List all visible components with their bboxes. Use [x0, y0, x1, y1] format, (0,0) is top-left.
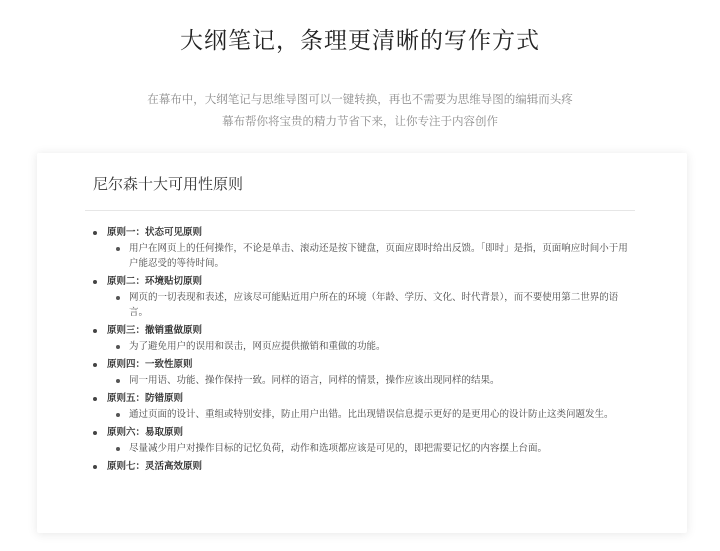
outline-node-principle-1[interactable]	[91, 225, 636, 271]
principle-detail[interactable]: 为了避免用户的误用和误击，网页应提供撤销和重做的功能。	[107, 339, 636, 354]
outline-node-principle-4[interactable]	[91, 357, 636, 388]
principle-title[interactable]: 原则六：易取原则	[107, 427, 184, 438]
outline-list	[91, 225, 636, 478]
outline-node-principle-5[interactable]	[91, 391, 636, 422]
principle-detail[interactable]: 通过页面的设计、重组或特别安排，防止用户出错。比出现错误信息提示更好的是更用心的设计防止这类问题发生。	[107, 407, 636, 422]
outline-node-principle-2[interactable]	[91, 274, 636, 320]
principle-detail-list	[107, 339, 636, 354]
principle-title[interactable]: 原则七：灵活高效原则	[107, 461, 203, 472]
principle-detail-list	[107, 290, 636, 320]
principle-detail-list	[107, 407, 636, 422]
principle-title[interactable]: 原则四：一致性原则	[107, 359, 193, 370]
hero-title: 大纲笔记，条理更清晰的写作方式	[180, 28, 540, 54]
principle-title[interactable]: 原则一：状态可见原则	[107, 227, 203, 238]
outline-node-principle-7[interactable]	[91, 459, 636, 475]
principle-detail[interactable]: 尽量减少用户对操作目标的记忆负荷，动作和选项都应该是可见的，即把需要记忆的内容摆上台面。	[107, 441, 636, 456]
outline-document-card	[37, 153, 687, 533]
principle-title[interactable]: 原则二：环境贴切原则	[107, 276, 203, 287]
hero-subtitle	[0, 88, 720, 132]
principle-detail[interactable]: 同一用语、功能、操作保持一致。同样的语言，同样的情景，操作应该出现同样的结果。	[107, 373, 636, 388]
principle-title[interactable]: 原则五：防错原则	[107, 393, 184, 404]
title-divider	[85, 210, 635, 211]
principle-detail-list	[107, 441, 636, 456]
hero-subtitle-line-2: 幕布帮你将宝贵的精力节省下来，让你专注于内容创作	[222, 114, 498, 128]
principle-detail[interactable]: 网页的一切表现和表述，应该尽可能贴近用户所在的环境（年龄、学历、文化、时代背景），而不要使用第二世界的语言。	[107, 290, 636, 320]
outline-node-principle-6[interactable]	[91, 425, 636, 456]
principle-detail-list	[107, 241, 636, 271]
outline-node-principle-3[interactable]	[91, 323, 636, 354]
principle-detail[interactable]: 用户在网页上的任何操作，不论是单击、滚动还是按下键盘，页面应即时给出反馈。「即时」是指，页面响应时间小于用户能忍受的等待时间。	[107, 241, 636, 271]
principle-title[interactable]: 原则三：撤销重做原则	[107, 325, 203, 336]
document-title[interactable]: 尼尔森十大可用性原则	[93, 175, 244, 193]
hero-subtitle-line-1: 在幕布中，大纲笔记与思维导图可以一键转换，再也不需要为思维导图的编辑而头疼	[147, 92, 573, 106]
principle-detail-list	[107, 373, 636, 388]
